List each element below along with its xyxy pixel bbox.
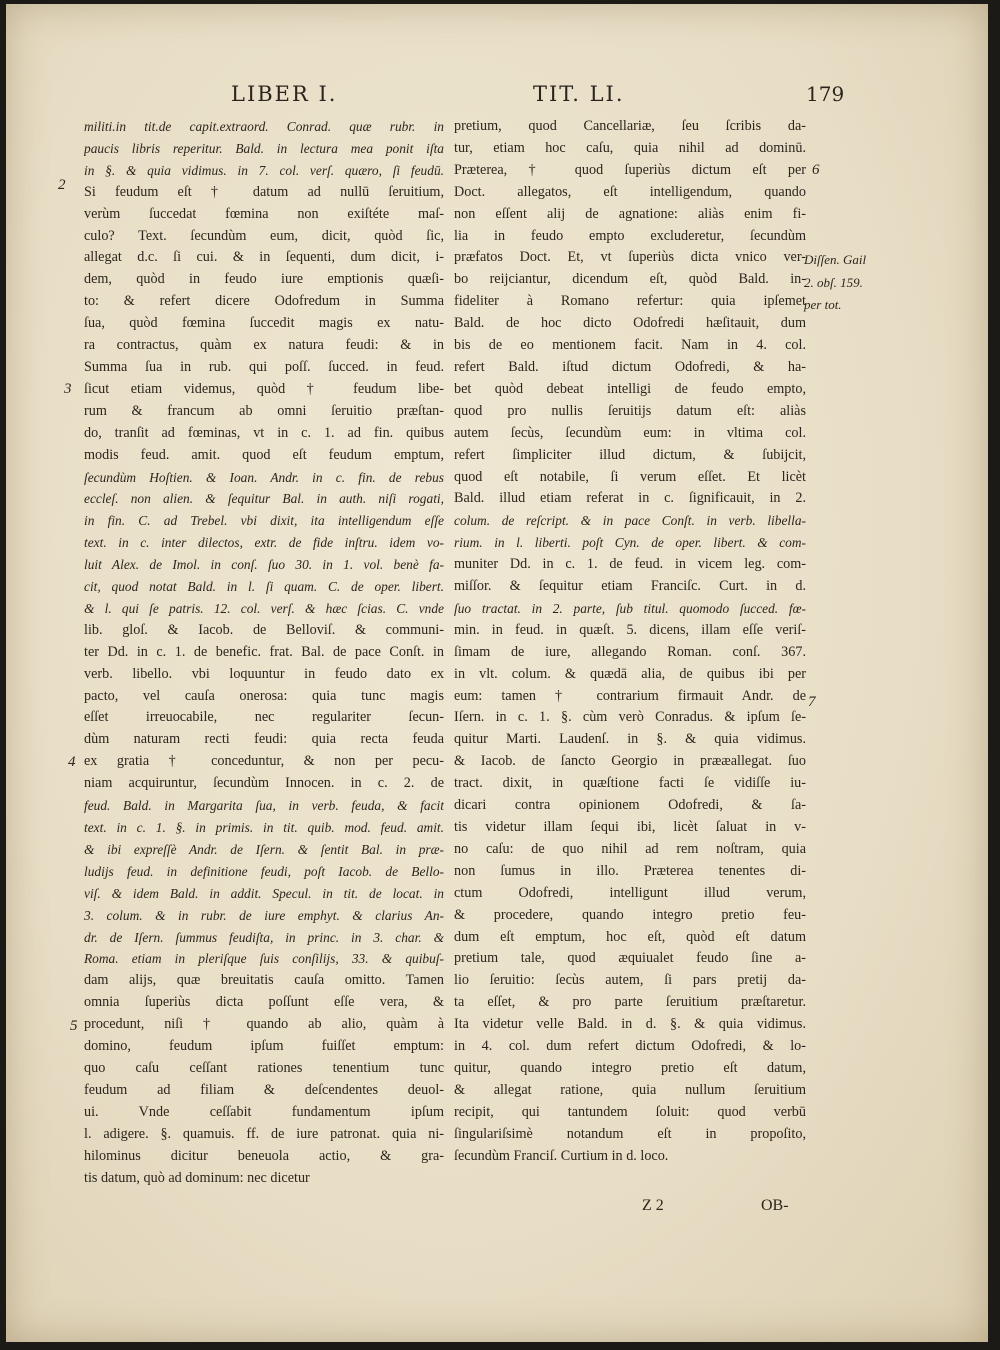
margin-number-5: 5	[70, 1018, 78, 1034]
text-line: recipit, qui tantundem ſoluit: quod verbū	[454, 1103, 806, 1120]
text-line: feud. Bald. in Margarita ſua, in verb. feuda, & facit	[84, 798, 444, 814]
text-line: lia in feudo empto excluderetur, ſecundùm	[454, 227, 806, 244]
text-line: 3. colum. & in rubr. de iure emphyt. & clarius An-	[84, 907, 444, 923]
text-line: pretium tale, quod æquiualet feudo ſine a-	[454, 950, 806, 967]
text-line: niam acquiruntur, ſecundùm Innocen. in c. 2. de	[84, 775, 444, 792]
margin-number-6: 6	[812, 162, 820, 178]
text-line: paucis libris reperitur. Bald. in lectura mea ponit iſta	[84, 140, 444, 156]
margin-note-line-2: 2. obſ. 159.	[804, 275, 863, 290]
text-line: & procedere, quando integro pretio feu-	[454, 906, 806, 923]
text-line: dùm naturam recti feudi: quia recta feuda	[84, 731, 444, 748]
text-line: allegat d.c. ſi cui. & in ſequenti, dum dicit, i-	[84, 249, 444, 266]
text-line: to: & refert dicere Odofredum in Summa	[84, 293, 444, 310]
text-line: tis videtur illam ſequi ibi, licèt ſaluat in v-	[454, 819, 806, 835]
text-line: ſecundùm Hoſtien. & Ioan. Andr. in c. fin. de rebus	[84, 469, 444, 485]
text-line: eccleſ. non alien. & ſequitur Bal. in auth. niſi rogati,	[84, 491, 444, 507]
text-line: bet quòd debeat intelligi de feudo empto,	[454, 380, 806, 397]
text-line: & allegat ratione, quia nullum ſeruitium	[454, 1081, 806, 1098]
text-line: ſecundùm Franciſ. Curtium in d. loco.	[454, 1147, 669, 1164]
text-line: bis de eo mentionem facit. Nam in 4. col.	[454, 337, 806, 354]
text-line: viſ. & idem Bald. in addit. Specul. in tit. de locat. in	[84, 885, 444, 901]
text-line: ta eſſet, & pro parte ſeruitium præſtaretur.	[454, 994, 806, 1011]
text-line: ra contractus, quàm ex natura feudi: & in	[84, 337, 444, 354]
text-line: quo caſu ceſſant rationes tenentium tunc	[84, 1059, 444, 1076]
text-line: modis feud. amit. quod eſt feudum emptum,	[84, 446, 444, 463]
text-line: cit, quod notat Bald. in l. ſi quam. C. de oper. libert.	[84, 579, 444, 595]
text-line: omnia ſuperiùs dicta poſſunt eſſe vera, &	[84, 994, 444, 1011]
text-line: autem ſecùs, ſecundùm eum: in vltima col.	[454, 424, 806, 441]
text-line: luit Alex. de Imol. in conſ. ſuo 30. in 1. vol. benè fa-	[84, 557, 444, 573]
text-line: in 4. col. dum refert dictum Odofredi, & lo-	[454, 1038, 806, 1055]
text-line: text. in c. inter dilectos, extr. de fide inſtru. idem vo-	[84, 535, 444, 551]
text-line: ui. Vnde ceſſabit fundamentum ipſum	[84, 1103, 444, 1120]
text-line: no caſu: de quo nihil ad rem noſtram, quia	[454, 840, 806, 857]
text-line: colum. de reſcript. & in pace Conſt. in verb. libella-	[454, 513, 806, 529]
text-line: quod pro nullis ſeruitijs datum eſt: aliàs	[454, 402, 806, 419]
text-line: militi.in tit.de capit.extraord. Conrad. quæ rubr. in	[84, 119, 444, 134]
running-head-book: LIBER I.	[231, 82, 338, 106]
text-line: refert Bald. iſtud dictum Odofredi, & ha-	[454, 358, 806, 375]
left-text-column	[84, 116, 444, 1189]
text-line: ludijs feud. in definitione feudi, poſt Iacob. de Bello-	[84, 863, 444, 879]
text-line: & l. qui ſe patris. 12. col. verſ. & hæc ſcias. C. vnde	[84, 600, 444, 616]
text-line: ex gratia † conceduntur, & non per pecu-	[84, 753, 444, 770]
text-line: Bald. illud etiam referat in c. ſignificauit, in 2.	[454, 490, 806, 507]
text-line: miſſor. & ſequitur etiam Franciſc. Curt. in d.	[454, 578, 806, 595]
text-line: quitur, quando integro pretio eſt datum,	[454, 1059, 806, 1076]
text-line: fideliter à Romano refertur: quia ipſemet	[454, 293, 806, 310]
text-line: tract. dixit, in quæſtione facti ſe vidiſſe iu-	[454, 775, 806, 792]
text-line: ſuo tractat. in 2. parte, ſub titul. quomodo ſucced. fœ-	[454, 600, 806, 616]
margin-number-4: 4	[68, 754, 76, 770]
text-line: bo reijciantur, dicendum eſt, quòd Bald. in-	[454, 271, 806, 288]
margin-note-line-1: Diſſen. Gail	[804, 252, 867, 267]
text-line: Summa ſua in rub. qui poſſ. ſucced. in feud.	[84, 358, 444, 375]
text-line: tis datum, quò ad dominum: nec dicetur	[84, 1169, 310, 1186]
text-line: refert ſimpliciter illud dictum, & ſubijcit,	[454, 446, 806, 463]
text-line: dum eſt emptum, hoc eſt, quòd eſt datum	[454, 928, 806, 945]
text-line: ſingulariſsimè notandum eſt in propoſito,	[454, 1125, 806, 1142]
text-line: l. adigere. §. quamuis. ff. de iure patronat. quia ni-	[84, 1125, 444, 1142]
text-line: ſicut etiam videmus, quòd † feudum libe-	[84, 380, 444, 397]
text-line: dam alijs, quæ breuitatis cauſa omitto. Tamen	[84, 972, 444, 989]
text-line: eum: tamen † contrarium firmauit Andr. de	[454, 687, 806, 704]
text-line: pretium, quod Cancellariæ, ſeu ſcribis da-	[454, 118, 806, 134]
text-line: & ibi expreſſè Andr. de Iſern. & ſentit Bal. in præ-	[84, 841, 444, 857]
text-line: quod eſt notabile, ſi verum eſſet. Et licèt	[454, 468, 806, 485]
text-line: in vlt. colum. & quædā alia, de quibus ibi per	[454, 665, 806, 682]
text-line: dem, quòd in feudo iure emptionis quæſi-	[84, 271, 444, 288]
text-line: non ſumus in illo. Præterea tenentes di-	[454, 862, 806, 879]
text-line: lib. gloſ. & Iacob. de Belloviſ. & communi-	[84, 621, 444, 638]
text-line: Iſern. in c. 1. §. cùm verò Conradus. & ipſum ſe-	[454, 709, 806, 726]
text-line: ſimam de iure, allegando Roman. conſ. 367.	[454, 643, 806, 660]
catchword: OB-	[761, 1197, 789, 1214]
text-line: ſua, quòd fœmina ſuccedit magis ex natu-	[84, 315, 444, 332]
text-line: rium. in l. liberti. poſt Cyn. de oper. libert. & com-	[454, 535, 806, 551]
text-line: lio ſeruitio: ſecùs autem, ſi pars pretij da-	[454, 972, 806, 989]
text-line: verb. libello. vbi loquuntur in feudo dato ex	[84, 665, 444, 682]
text-line: tur, etiam hoc caſu, quia nihil ad dominū.	[454, 139, 806, 156]
margin-number-2: 2	[58, 177, 66, 193]
text-line: Ita videtur velle Bald. in d. §. & quia vidimus.	[454, 1016, 806, 1033]
text-line: Si feudum eſt † datum ad nullū ſeruitium,	[84, 183, 444, 200]
text-line: præfatos Doct. Et, vt ſuperiùs dicta vnico ver-	[454, 249, 806, 266]
text-line: in §. & quia vidimus. in 7. col. verſ. quæro, ſi feudū.	[84, 162, 444, 178]
text-line: dicari contra opinionem Odofredi, & ſa-	[454, 797, 806, 814]
margin-note-line-3: per tot.	[804, 297, 842, 312]
signature-mark: Z 2	[642, 1197, 664, 1214]
text-line: quitur Marti. Laudenſ. in §. & quia vidimus.	[454, 731, 806, 748]
text-line: min. in feud. in quæſt. 5. dicens, illam eſſe veriſ-	[454, 621, 806, 638]
running-head-title: TIT. LI.	[533, 82, 625, 106]
text-line: culo? Text. ſecundùm eum, dicit, quòd ſic,	[84, 227, 444, 244]
text-line: text. in c. 1. §. in primis. in tit. quib. mod. feud. amit.	[84, 820, 444, 835]
text-line: rum & francum ab omni ſeruitio præſtan-	[84, 402, 444, 419]
text-line: hilominus dicitur beneuola actio, & gra-	[84, 1147, 444, 1164]
text-line: ctum Odofredi, intelligunt illud verum,	[454, 884, 806, 901]
page-number: 179	[806, 82, 845, 106]
text-line: ter Dd. in c. 1. de benefic. frat. Bal. de pace Conſt. in	[84, 643, 444, 660]
text-line: Roma. etiam in pleriſque ſuis conſilijs, 33. & quibuſ-	[84, 951, 444, 967]
text-line: pacto, vel cauſa onerosa: quia tunc magis	[84, 687, 444, 704]
text-line: in fin. C. ad Trebel. vbi dixit, ita intelligendum eſſe	[84, 513, 444, 529]
book-page	[6, 4, 988, 1342]
text-line: muniter Dd. in c. 1. de feud. in vicem leg. com-	[454, 556, 806, 573]
margin-number-7: 7	[808, 694, 816, 710]
text-line: feudum ad filiam & deſcendentes deuol-	[84, 1081, 444, 1098]
text-line: Præterea, † quod ſuperiùs dictum eſt per	[454, 161, 806, 178]
text-line: domino, feudum ipſum fuiſſet emptum:	[84, 1038, 444, 1055]
text-line: Doct. allegatos, eſt intelligendum, quando	[454, 183, 806, 200]
text-line: do, tranſit ad fœminas, vt in c. 1. ad fin. quibus	[84, 424, 444, 441]
margin-number-3: 3	[64, 381, 72, 397]
text-line: non eſſent alij de agnatione: aliàs enim fi-	[454, 205, 806, 222]
right-text-column	[454, 116, 806, 1168]
text-line: Bald. de hoc dicto Odofredi hæſitauit, dum	[454, 315, 806, 332]
text-line: procedunt, niſi † quando ab alio, quàm à	[84, 1016, 444, 1033]
text-line: dr. de Iſern. ſummus feudiſta, in princ. in 3. char. &	[84, 929, 444, 945]
text-line: & Iacob. de ſancto Georgio in prææallegat. ſuo	[454, 753, 806, 770]
text-line: verùm ſuccedat fœmina non exiſtéte maſ-	[84, 205, 444, 222]
text-line: eſſet irreuocabile, nec regulariter ſecun-	[84, 709, 444, 726]
